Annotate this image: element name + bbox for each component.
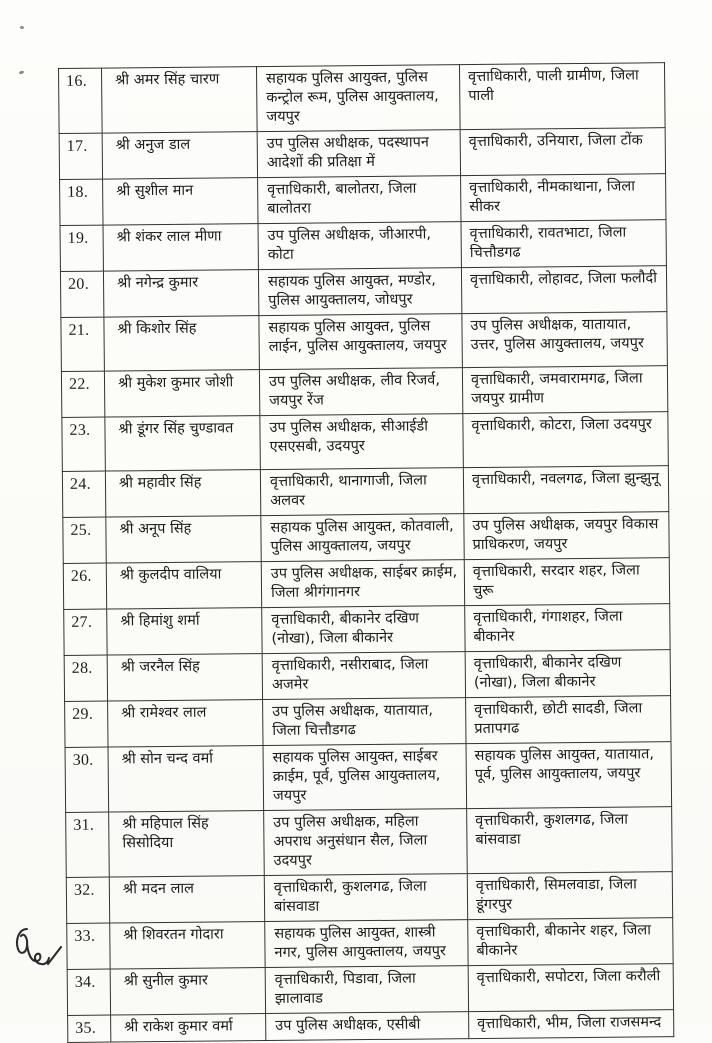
serial-number-cell: 27. xyxy=(64,609,107,655)
new-posting-cell: वृत्ताधिकारी, लोहावट, जिला फलौदी xyxy=(461,266,666,314)
current-posting-cell: वृत्ताधिकारी, बालोतरा, जिला बालोतरा xyxy=(258,176,461,224)
table-row xyxy=(67,964,673,1016)
new-posting-cell: वृत्ताधिकारी, भीम, जिला राजसमन्द xyxy=(469,1010,674,1039)
officer-name-cell: श्री राकेश कुमार वर्मा xyxy=(111,1014,266,1042)
officer-name-cell: श्री शंकर लाल मीणा xyxy=(103,224,258,271)
current-posting-cell: सहायक पुलिस आयुक्त, शास्त्री नगर, पुलिस आयुक्तालय, जयपुर xyxy=(265,920,468,968)
table-row xyxy=(64,604,670,656)
serial-number-cell: 34. xyxy=(67,969,110,1015)
current-posting-cell: उप पुलिस अधीक्षक, जीआरपी, कोटा xyxy=(258,222,461,270)
officer-name-cell: श्री अनुज डाल xyxy=(102,132,257,179)
serial-number-cell: 26. xyxy=(63,563,106,609)
officer-name-cell: श्री सोन चन्द वर्मा xyxy=(108,746,264,812)
new-posting-cell: वृत्ताधिकारी, रावतभाटा, जिला चित्तौडगढ xyxy=(461,220,666,268)
table-row xyxy=(60,174,666,226)
serial-number-cell: 18. xyxy=(60,179,103,225)
table-row xyxy=(62,466,668,518)
current-posting-cell: सहायक पुलिस आयुक्त, पुलिस लाईन, पुलिस आयुक्तालय, जयपुर xyxy=(259,314,463,370)
table-row xyxy=(63,512,669,564)
serial-number-cell: 16. xyxy=(59,68,103,133)
officer-name-cell: श्री मदन लाल xyxy=(109,876,264,923)
table-row xyxy=(60,220,666,272)
current-posting-cell: सहायक पुलिस आयुक्त, मण्डोर, पुलिस आयुक्तालय, जोधपुर xyxy=(258,268,461,316)
current-posting-cell: उप पुलिस अधीक्षक, यातायात, जिला चित्तौडगढ xyxy=(263,698,466,746)
table-row xyxy=(59,128,665,180)
table-row xyxy=(62,412,668,472)
ink-speck xyxy=(20,25,25,29)
serial-number-cell: 17. xyxy=(59,133,102,179)
officer-name-cell: श्री जरनैल सिंह xyxy=(107,654,262,701)
current-posting-cell: वृत्ताधिकारी, थानागाजी, जिला अलवर xyxy=(260,468,463,516)
table-row xyxy=(60,266,666,318)
table-body xyxy=(59,63,674,1043)
serial-number-cell: 33. xyxy=(67,923,110,969)
new-posting-cell: वृत्ताधिकारी, सरदार शहर, जिला चुरू xyxy=(464,558,669,606)
officer-name-cell: श्री डूंगर सिंह चुण्डावत xyxy=(105,416,261,471)
new-posting-cell: वृत्ताधिकारी, पाली ग्रामीण, जिला पाली xyxy=(459,63,665,130)
officer-name-cell: श्री रामेश्वर लाल xyxy=(108,700,263,747)
serial-number-cell: 31. xyxy=(66,812,110,877)
new-posting-cell: वृत्ताधिकारी, नीमकाथाना, जिला सीकर xyxy=(461,174,666,222)
current-posting-cell: उप पुलिस अधीक्षक, लीव रिजर्व, जयपुर रेंज xyxy=(259,368,462,416)
current-posting-cell: उप पुलिस अधीक्षक, पदस्थापन आदेशों की प्रतिक्षा में xyxy=(257,130,460,178)
table-row xyxy=(61,312,667,372)
current-posting-cell: उप पुलिस अधीक्षक, साईबर क्राईम, जिला श्रीगंगानगर xyxy=(261,560,464,608)
new-posting-cell: वृत्ताधिकारी, सपोटरा, जिला करौली xyxy=(468,964,673,1012)
table-row xyxy=(59,63,666,134)
serial-number-cell: 25. xyxy=(63,517,106,563)
serial-number-cell: 28. xyxy=(64,655,107,701)
serial-number-cell: 29. xyxy=(65,701,108,747)
new-posting-cell: वृत्ताधिकारी, जमवारामगढ, जिला जयपुर ग्रामीण xyxy=(462,366,667,414)
new-posting-cell: वृत्ताधिकारी, छोटी सादडी, जिला प्रतापगढ xyxy=(466,696,671,744)
new-posting-cell: उप पुलिस अधीक्षक, जयपुर विकास प्राधिकरण, जयपुर xyxy=(464,512,669,560)
new-posting-cell: वृत्ताधिकारी, उनियारा, जिला टोंक xyxy=(460,128,665,176)
table-row xyxy=(67,918,673,970)
new-posting-cell: उप पुलिस अधीक्षक, यातायात, उत्तर, पुलिस आयुक्तालय, जयपुर xyxy=(462,312,668,368)
new-posting-cell: वृत्ताधिकारी, नवलगढ, जिला झुन्झुनू xyxy=(463,466,668,514)
table-row xyxy=(61,366,667,418)
officer-name-cell: श्री अनूप सिंह xyxy=(106,516,261,563)
table-row xyxy=(63,558,669,610)
officer-name-cell: श्री मुकेश कुमार जोशी xyxy=(104,370,259,417)
new-posting-cell: वृत्ताधिकारी, कुशलगढ, जिला बांसवाडा xyxy=(467,807,673,874)
new-posting-cell: वृत्ताधिकारी, सिमलवाडा, जिला डूंगरपुर xyxy=(467,872,672,920)
new-posting-cell: वृत्ताधिकारी, गंगाशहर, जिला बीकानेर xyxy=(465,604,670,652)
table-row xyxy=(66,872,672,924)
current-posting-cell: वृत्ताधिकारी, नसीराबाद, जिला अजमेर xyxy=(262,652,465,700)
ink-speck xyxy=(19,71,25,75)
officer-name-cell: श्री महावीर सिंह xyxy=(105,470,260,517)
officer-name-cell: श्री किशोर सिंह xyxy=(104,316,260,371)
serial-number-cell: 19. xyxy=(60,225,103,271)
current-posting-cell: वृत्ताधिकारी, कुशलगढ, जिला बांसवाडा xyxy=(264,874,467,922)
current-posting-cell: सहायक पुलिस आयुक्त, साईबर क्राईम, पूर्व, पुलिस आयुक्तालय, जयपुर xyxy=(263,744,467,811)
table-row xyxy=(68,1010,674,1043)
current-posting-cell: वृत्ताधिकारी, पिडावा, जिला झालावाड xyxy=(265,966,468,1014)
serial-number-cell: 32. xyxy=(66,877,109,923)
current-posting-cell: उप पुलिस अधीक्षक, एसीबी xyxy=(266,1012,469,1041)
current-posting-cell: वृत्ताधिकारी, बीकानेर दखिण (नोखा), जिला बीकानेर xyxy=(262,606,465,654)
officer-name-cell: श्री शिवरतन गोदारा xyxy=(110,922,265,969)
new-posting-cell: सहायक पुलिस आयुक्त, यातायात, पूर्व, पुलिस आयुक्तालय, जयपुर xyxy=(466,742,672,809)
table-row xyxy=(64,650,670,702)
new-posting-cell: वृत्ताधिकारी, बीकानेर शहर, जिला बीकानेर xyxy=(468,918,673,966)
officer-name-cell: श्री अमर सिंह चारण xyxy=(102,67,258,133)
officer-name-cell: श्री सुनील कुमार xyxy=(110,968,265,1015)
officer-name-cell: श्री हिमांशु शर्मा xyxy=(107,608,262,655)
transfer-order-table xyxy=(58,62,673,1043)
table-row xyxy=(65,742,672,813)
table-row xyxy=(66,807,673,878)
new-posting-cell: वृत्ताधिकारी, कोटरा, जिला उदयपुर xyxy=(463,412,669,468)
serial-number-cell: 20. xyxy=(60,271,103,317)
current-posting-cell: उप पुलिस अधीक्षक, महिला अपराध अनुसंधान सैल, जिला उदयपुर xyxy=(264,809,468,876)
current-posting-cell: उप पुलिस अधीक्षक, सीआईडी एसएसबी, उदयपुर xyxy=(260,414,464,470)
signature-mark xyxy=(12,922,74,982)
current-posting-cell: सहायक पुलिस आयुक्त, पुलिस कन्ट्रोल रूम, पुलिस आयुक्तालय, जयपुर xyxy=(256,65,460,132)
officer-name-cell: श्री कुलदीप वालिया xyxy=(106,562,261,609)
serial-number-cell: 35. xyxy=(68,1015,111,1042)
serial-number-cell: 30. xyxy=(65,747,109,812)
officer-transfer-table xyxy=(58,62,674,1043)
serial-number-cell: 24. xyxy=(62,471,105,517)
table-row xyxy=(65,696,671,748)
current-posting-cell: सहायक पुलिस आयुक्त, कोतवाली, पुलिस आयुक्तालय, जयपुर xyxy=(261,514,464,562)
serial-number-cell: 22. xyxy=(61,371,104,417)
serial-number-cell: 23. xyxy=(62,417,106,471)
officer-name-cell: श्री सुशील मान xyxy=(103,178,258,225)
officer-name-cell: श्री महिपाल सिंह सिसोदिया xyxy=(109,811,265,877)
new-posting-cell: वृत्ताधिकारी, बीकानेर दखिण (नोखा), जिला बीकानेर xyxy=(465,650,670,698)
officer-name-cell: श्री नगेन्द्र कुमार xyxy=(103,270,258,317)
serial-number-cell: 21. xyxy=(61,317,105,371)
